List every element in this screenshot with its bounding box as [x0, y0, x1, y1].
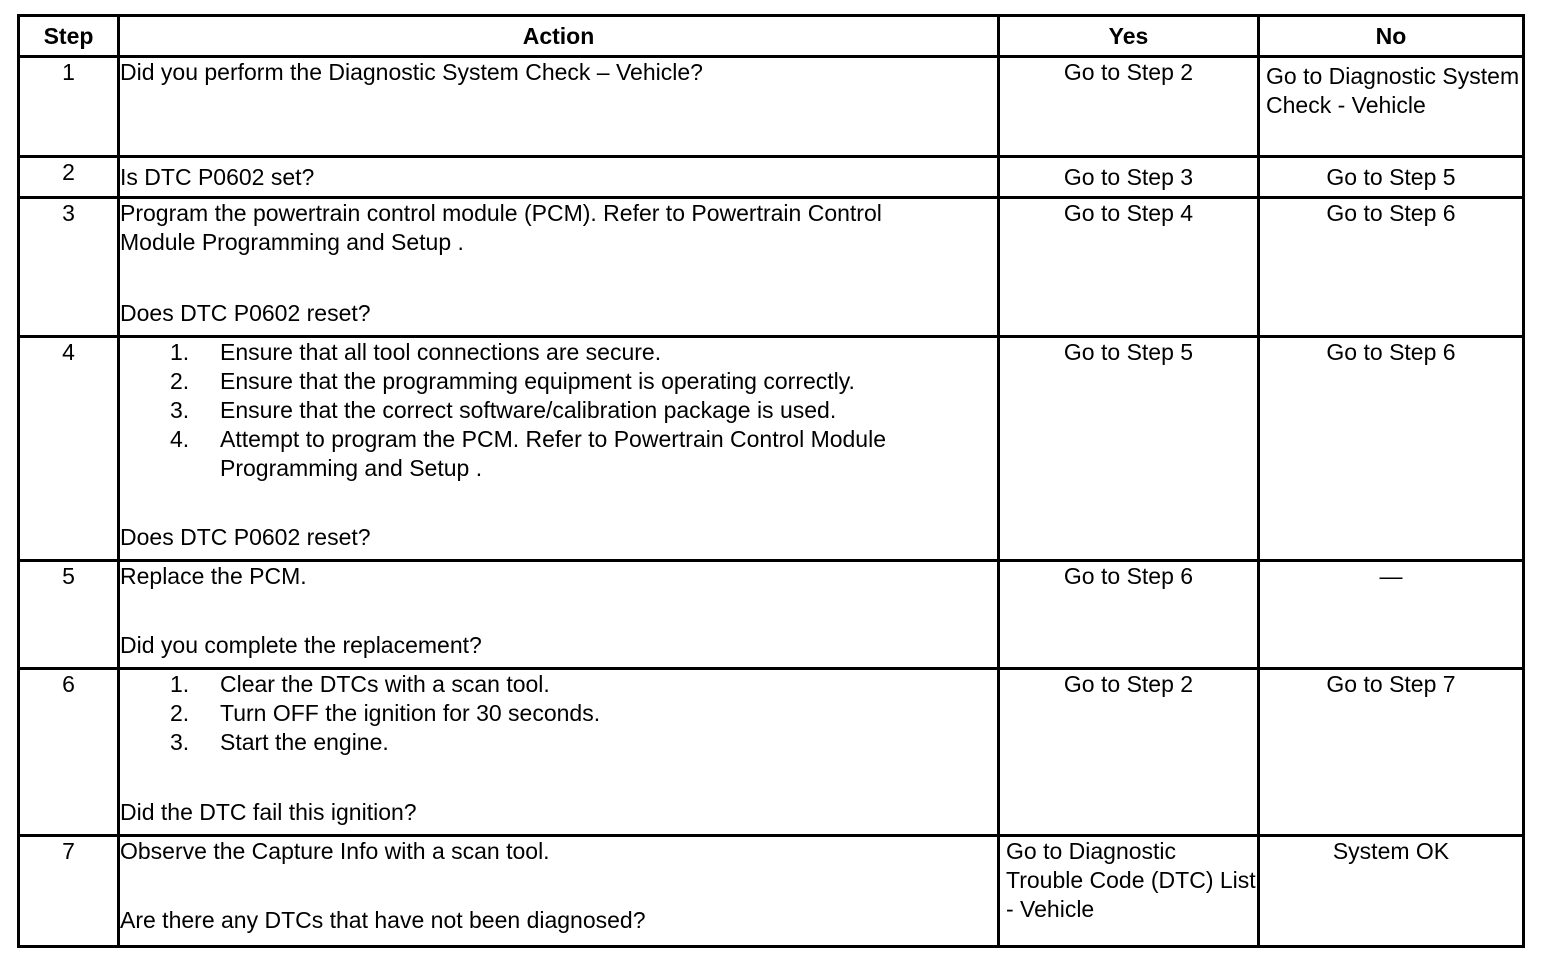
table-row: [19, 337, 1524, 561]
table-row: [19, 157, 1524, 198]
action-cell: [119, 561, 999, 669]
step-number: 1: [19, 57, 119, 157]
yes-cell: Go to Step 3: [999, 157, 1259, 198]
yes-cell: Go to Step 6: [999, 561, 1259, 669]
no-cell: Go to Step 7: [1259, 669, 1524, 836]
yes-cell: Go to Step 2: [999, 57, 1259, 157]
no-cell: System OK: [1259, 836, 1524, 947]
header-no: No: [1259, 16, 1524, 57]
action-question: Does DTC P0602 reset?: [120, 300, 371, 326]
action-question: Does DTC P0602 reset?: [120, 524, 371, 550]
step-number: 6: [19, 669, 119, 836]
no-cell: Go to Diagnostic System Check - Vehicle: [1259, 57, 1524, 157]
step-number: 4: [19, 337, 119, 561]
action-steps-list: [120, 670, 997, 757]
yes-cell: Go to Step 2: [999, 669, 1259, 836]
step-number: 5: [19, 561, 119, 669]
list-item: 1. Ensure that all tool connections are secure.: [170, 339, 662, 365]
table-header-row: [19, 16, 1524, 57]
yes-cell: Go to Step 4: [999, 198, 1259, 337]
action-cell: [119, 337, 999, 561]
list-item: 1. Clear the DTCs with a scan tool.: [170, 671, 550, 697]
table-row: [19, 198, 1524, 337]
no-cell: —: [1259, 561, 1524, 669]
action-text: Is DTC P0602 set?: [120, 163, 315, 190]
action-steps-list: [120, 338, 997, 483]
action-cell: [119, 669, 999, 836]
yes-cell: Go to Step 5: [999, 337, 1259, 561]
no-cell: Go to Step 6: [1259, 198, 1524, 337]
diagnostic-table: [17, 14, 1525, 948]
yes-cell: Go to Diagnostic Trouble Code (DTC) List - Vehicle: [999, 836, 1259, 947]
table-row: [19, 669, 1524, 836]
no-cell: Go to Step 5: [1259, 157, 1524, 198]
table-row: [19, 836, 1524, 947]
list-item: 2. Ensure that the programming equipment is operating correctly.: [170, 368, 855, 394]
action-text: Did you perform the Diagnostic System Check – Vehicle?: [120, 59, 703, 85]
action-text: Replace the PCM.: [120, 563, 307, 589]
action-cell: [119, 836, 999, 947]
header-step: Step: [19, 16, 119, 57]
header-yes: Yes: [999, 16, 1259, 57]
table-row: [19, 57, 1524, 157]
action-question: Are there any DTCs that have not been diagnosed?: [120, 907, 646, 933]
action-question: Did you complete the replacement?: [120, 632, 482, 658]
list-item: 3. Start the engine.: [170, 729, 389, 755]
action-cell: [119, 57, 999, 157]
list-item: 4. Attempt to program the PCM. Refer to Powertrain Control Module Programming and Setup .: [170, 426, 887, 481]
action-question: Did the DTC fail this ignition?: [120, 799, 417, 825]
table-row: [19, 561, 1524, 669]
step-number: 2: [19, 157, 119, 198]
action-text: Program the powertrain control module (PCM). Refer to Powertrain Control Module Programming and Setup .: [120, 200, 882, 255]
action-cell: [119, 157, 999, 198]
action-cell: [119, 198, 999, 337]
step-number: 3: [19, 198, 119, 337]
no-cell: Go to Step 6: [1259, 337, 1524, 561]
step-number: 7: [19, 836, 119, 947]
list-item: 3. Ensure that the correct software/calibration package is used.: [170, 397, 837, 423]
header-action: Action: [119, 16, 999, 57]
list-item: 2. Turn OFF the ignition for 30 seconds.: [170, 700, 601, 726]
action-text: Observe the Capture Info with a scan tool.: [120, 838, 550, 864]
